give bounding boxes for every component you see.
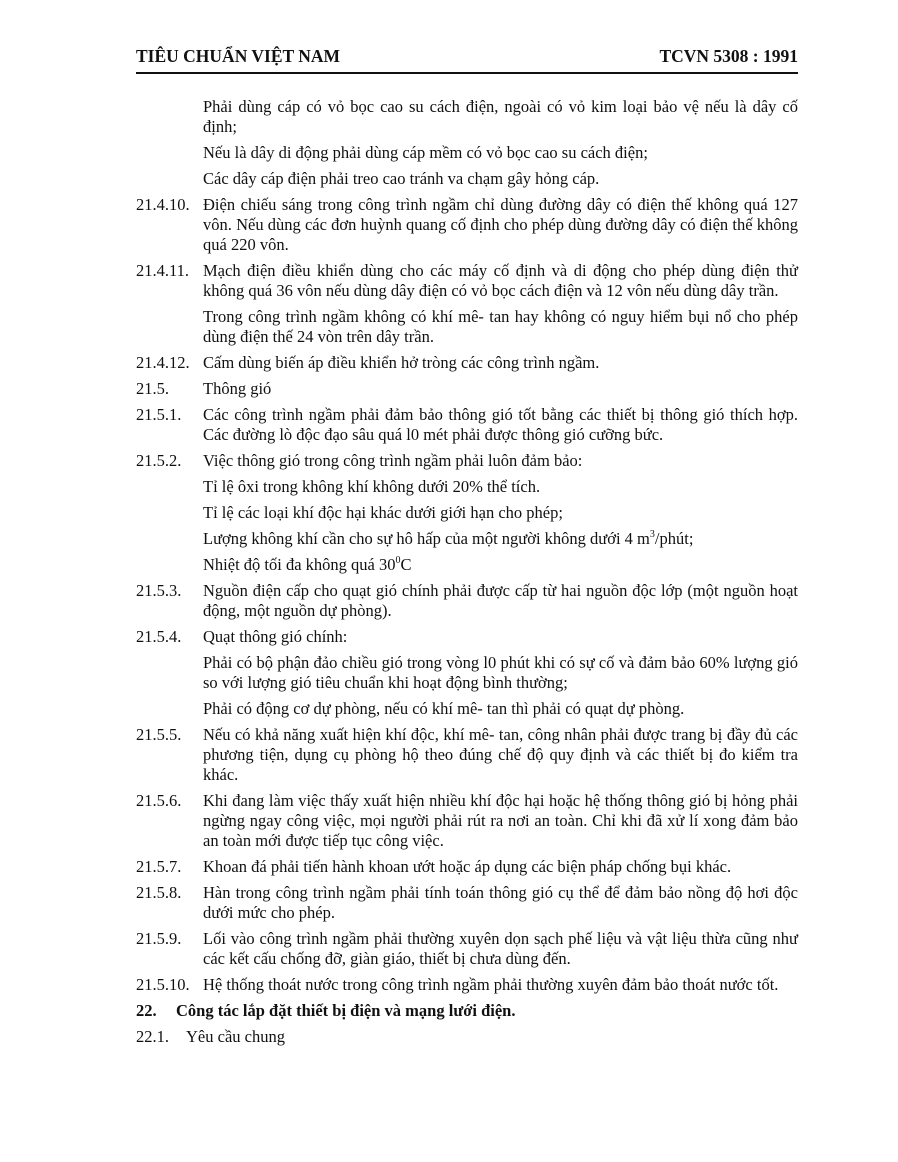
- clause-number: 21.5.7.: [136, 857, 182, 876]
- superscript: 3: [649, 528, 655, 540]
- clause-body: Việc thông gió trong công trình ngầm phải luôn đảm bảo:: [203, 451, 583, 470]
- clause-text: [136, 699, 798, 719]
- clause-text: [136, 169, 798, 189]
- clause-body: Khoan đá phải tiến hành khoan ướt hoặc áp dụng các biện pháp chống bụi khác.: [203, 857, 732, 876]
- superscript: 0: [395, 554, 401, 566]
- clause-body: Trong công trình ngầm không có khí mê- tan hay không có nguy hiểm bụi nổ cho phép dùng điện thế 24 vòn trên dây trần.: [203, 307, 798, 346]
- clause-number: 21.5.10.: [136, 975, 190, 994]
- clause-text: [136, 503, 798, 523]
- clause-body-suffix: /phút;: [654, 529, 694, 548]
- clause-number: 22.1.: [136, 1027, 169, 1046]
- header-rule: [136, 72, 798, 74]
- clause-number: 21.5.2.: [136, 451, 182, 470]
- clause-text: [136, 529, 798, 549]
- clause-number: 21.4.10.: [136, 195, 190, 214]
- clause-body: Phải có bộ phận đảo chiều gió trong vòng l0 phút khi có sự cố và đảm bảo 60% lượng gió so với lượng gió tiêu chuẩn khi hoạt động bình thường;: [203, 653, 798, 692]
- clause-body: Phải có động cơ dự phòng, nếu có khí mê- tan thì phải có quạt dự phòng.: [203, 699, 685, 718]
- clause-body: Nếu là dây di động phải dùng cáp mềm có vỏ bọc cao su cách điện;: [203, 143, 648, 162]
- clause-text: [136, 555, 798, 575]
- clause: [136, 405, 798, 445]
- clause-text: [136, 97, 798, 137]
- clause-number: 21.5.4.: [136, 627, 182, 646]
- clause-body: Khi đang làm việc thấy xuất hiện nhiều khí độc hại hoặc hệ thống thông gió bị hỏng phải ngừng ngay công việc, mọi người phải rút ra nơi an toàn. Chỉ khi đã xử lí xong đảm bảo an toàn mới được tiếp tục công việc.: [203, 791, 798, 850]
- clause-body-suffix: C: [400, 555, 412, 574]
- clause-body: Tỉ lệ các loại khí độc hại khác dưới giới hạn cho phép;: [203, 503, 563, 522]
- clause-body: Lối vào công trình ngầm phải thường xuyên dọn sạch phế liệu và vật liệu thừa cũng như các kết cấu chống đỡ, giàn giáo, thiết bị chưa dùng đến.: [203, 929, 798, 968]
- clause: [136, 353, 798, 373]
- clause-body: Cấm dùng biến áp điều khiển hở tròng các công trình ngầm.: [203, 353, 600, 372]
- clause-body: Các công trình ngầm phải đảm bảo thông gió tốt bằng các thiết bị thông gió thích hợp. Các đường lò độc đạo sâu quá l0 mét phải được thông gió cưỡng bức.: [203, 405, 798, 444]
- clause-body: Phải dùng cáp có vỏ bọc cao su cách điện, ngoài có vỏ kim loại bảo vệ nếu là dây cố định;: [203, 97, 798, 136]
- clause-number: 21.5.: [136, 379, 169, 398]
- clause-number: 21.4.12.: [136, 353, 190, 372]
- clause-number: 21.5.1.: [136, 405, 182, 424]
- clause-body: Hàn trong công trình ngầm phải tính toán thông gió cụ thể để đảm bảo nồng độ hơi độc dưới mức cho phép.: [203, 883, 798, 922]
- document-body: [136, 97, 798, 1053]
- clause: [136, 791, 798, 851]
- clause: [136, 451, 798, 471]
- clause: [136, 975, 798, 995]
- clause: [136, 857, 798, 877]
- clause-body: Hệ thống thoát nước trong công trình ngầm phải thường xuyên đảm bảo thoát nước tốt.: [203, 975, 779, 994]
- clause-body: Quạt thông gió chính:: [203, 627, 348, 646]
- clause-number: 22.: [136, 1001, 157, 1020]
- clause-body: Tỉ lệ ôxi trong không khí không dưới 20% thể tích.: [203, 477, 541, 496]
- clause-number: 21.5.5.: [136, 725, 182, 744]
- clause: [136, 1027, 798, 1047]
- clause-text: [136, 653, 798, 693]
- clause-body: Mạch điện điều khiển dùng cho các máy cố định và di động cho phép dùng điện thử không quá 36 vôn nếu dùng dây điện có vỏ bọc cách điện và 12 vôn nếu dùng dây trần.: [203, 261, 798, 300]
- clause-body: Công tác lắp đặt thiết bị điện và mạng lưới điện.: [176, 1001, 516, 1020]
- clause-body: Nếu có khả năng xuất hiện khí độc, khí mê- tan, công nhân phải được trang bị đầy đủ các phương tiện, dụng cụ phòng hộ theo đúng chế độ quy định và các thiết bị đo kiểm tra khác.: [203, 725, 798, 784]
- clause: [136, 261, 798, 301]
- clause-number: 21.5.9.: [136, 929, 182, 948]
- clause-body: Nhiệt độ tối đa không quá 30: [203, 555, 396, 574]
- clause: [136, 883, 798, 923]
- clause-number: 21.5.3.: [136, 581, 182, 600]
- clause-number: 21.5.8.: [136, 883, 182, 902]
- clause-body: Thông gió: [203, 379, 272, 398]
- clause-text: [136, 143, 798, 163]
- clause: [136, 627, 798, 647]
- clause-body: Nguồn điện cấp cho quạt gió chính phải được cấp từ hai nguồn độc lớp (một nguồn hoạt động, một nguồn dự phòng).: [203, 581, 798, 620]
- clause-number: 21.5.6.: [136, 791, 182, 810]
- clause: [136, 379, 798, 399]
- clause: [136, 1001, 798, 1021]
- clause: [136, 725, 798, 785]
- header-title: TIÊU CHUẨN VIỆT NAM: [136, 46, 341, 66]
- clause-text: [136, 307, 798, 347]
- clause-text: [136, 477, 798, 497]
- clause-body: Điện chiếu sáng trong công trình ngầm chỉ dùng đường dây có điện thế không quá 127 vôn. Nếu dùng các đơn huỳnh quang cố định cho phép dùng đường dây có điện thế không quá 220 vôn.: [203, 195, 798, 254]
- clause-body: Yêu cầu chung: [186, 1027, 285, 1046]
- clause-body: Các dây cáp điện phải treo cao tránh va chạm gây hỏng cáp.: [203, 169, 600, 188]
- clause-number: 21.4.11.: [136, 261, 190, 280]
- clause-body: Lượng không khí cần cho sự hô hấp của một người không dưới 4 m: [203, 529, 650, 548]
- clause: [136, 929, 798, 969]
- clause: [136, 195, 798, 255]
- standard-code: TCVN 5308 : 1991: [659, 46, 798, 66]
- clause: [136, 581, 798, 621]
